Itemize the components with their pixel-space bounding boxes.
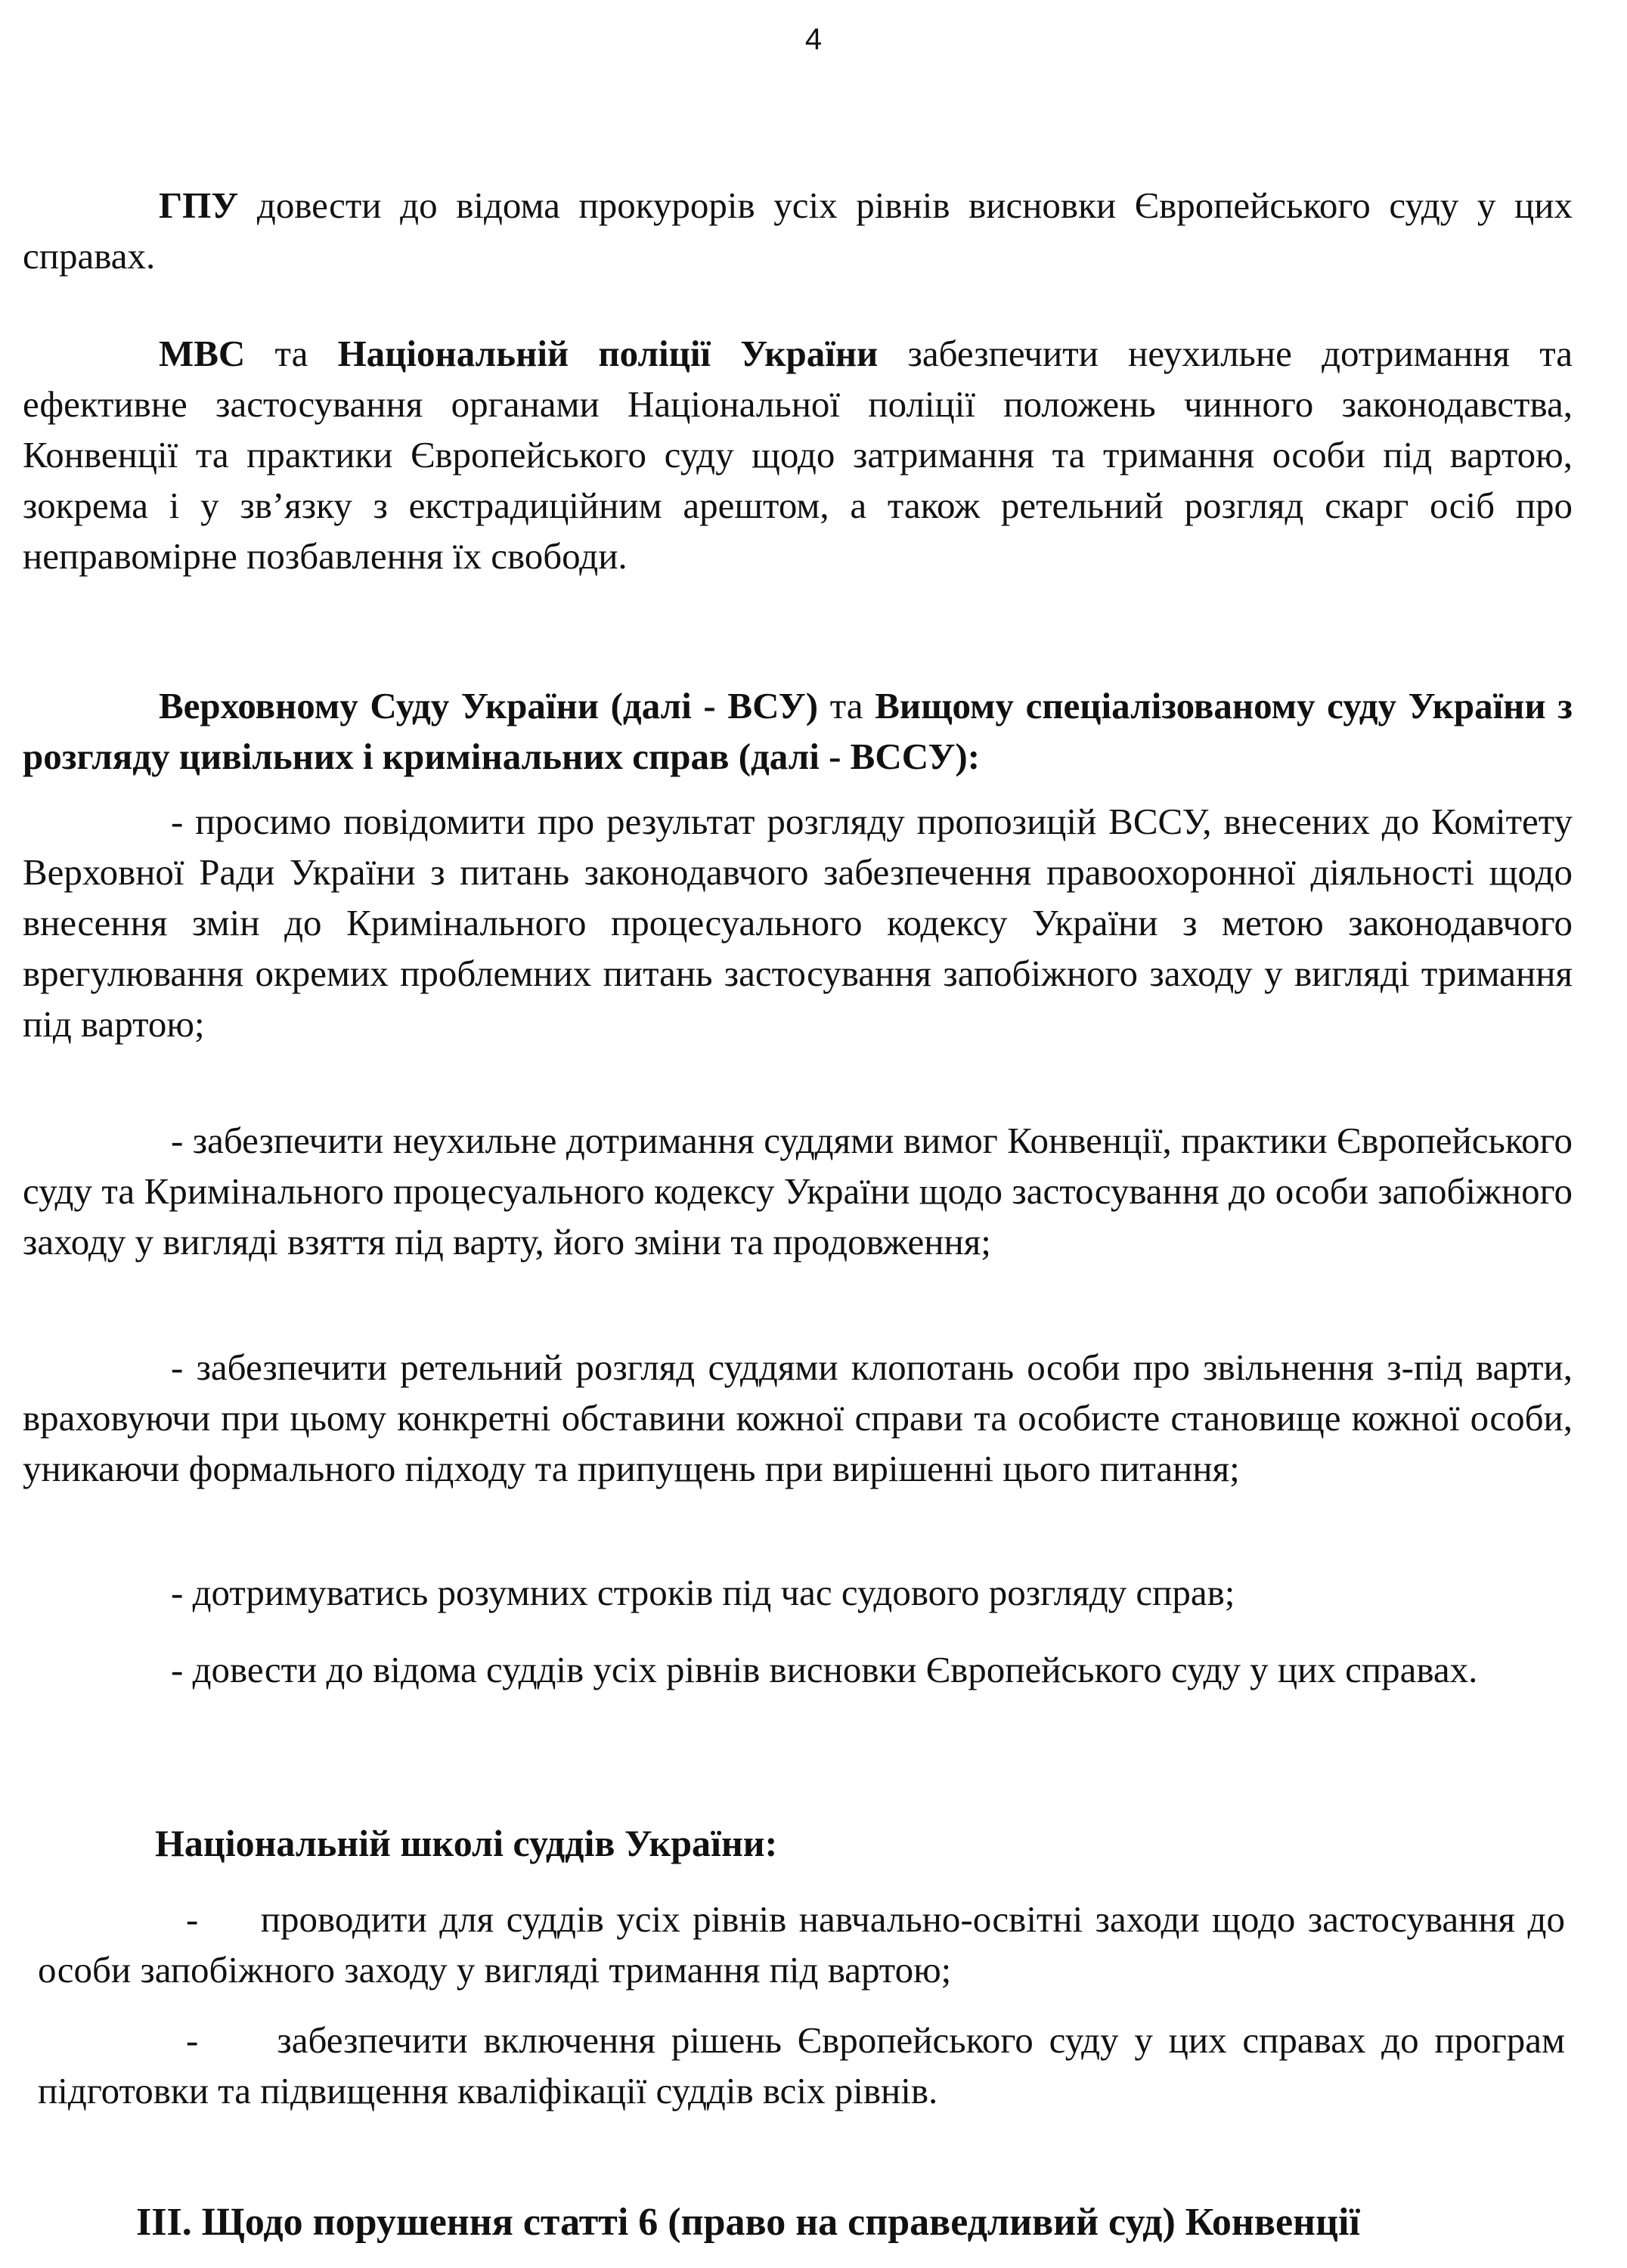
paragraph-mvs <box>23 328 1573 581</box>
gpu-text: довести до відома прокурорів усіх рівнів висновки Європейського суду у цих справах. <box>23 184 1573 277</box>
nshsu-list-item-2: - забезпечити включення рішень Європейського суду у цих справах до програм підготовки та підвищення кваліфікації суддів всіх рівнів. <box>38 2019 1575 2112</box>
vsu-connector: та <box>818 685 875 727</box>
vsu-list-item-5: - довести до відома суддів усіх рівнів висновки Європейського суду у цих справах. <box>171 1649 1478 1690</box>
nshsu-list-item-1: - проводити для суддів усіх рівнів навчально-освітні заходи щодо застосування до особи запобіжного заходу у вигляді тримання під вартою; <box>38 1898 1575 1991</box>
national-police-label: Національній поліції України <box>337 333 879 374</box>
paragraph-gpu <box>23 180 1573 281</box>
paragraph-vsu <box>23 680 1573 782</box>
vssu-label: Вищому спеціалізованому суду України з розгляду цивільних і кримінальних справ (далі - ВССУ): <box>23 685 1573 777</box>
vsu-list-item-3: - забезпечити ретельний розгляд суддями клопотань особи про звільнення з-під варти, враховуючи при цьому конкретні обставини кожної справи та особисте становище кожної особи, уникаючи формального підходу та припущень при вирішенні цього питання; <box>23 1346 1573 1489</box>
mvs-text: забезпечити неухильне дотримання та ефективне застосування органами Національної поліції положень чинного законодавства, Конвенції та практики Європейського суду щодо затримання та тримання особи під вартою, зокрема і у зв’язку з екстрадиційним арештом, а також ретельний розгляд скарг осіб про неправомірне позбавлення їх свободи. <box>23 333 1573 577</box>
vsu-list-item-2: - забезпечити неухильне дотримання суддями вимог Конвенції, практики Європейського суду та Кримінального процесуального кодексу України щодо застосування до особи запобіжного заходу у вигляді взяття під варту, його зміни та продовження; <box>23 1120 1573 1263</box>
vsu-list-item-4: - дотримуватись розумних строків під час судового розгляду справ; <box>171 1572 1235 1613</box>
page-number: 4 <box>804 23 823 56</box>
mvs-label: МВС <box>159 333 246 374</box>
nshsu-heading: Національній школі суддів України: <box>155 1822 778 1864</box>
vsu-label: Верховному Суду України (далі - ВСУ) <box>159 685 819 727</box>
mvs-connector: та <box>245 333 338 374</box>
vsu-list-item-1: - просимо повідомити про результат розгляду пропозицій ВССУ, внесених до Комітету Верховної Ради України з питань законодавчого забезпечення правоохоронної діяльності щодо внесення змін до Кримінального процесуального кодексу України з метою законодавчого врегулювання окремих проблемних питань застосування запобіжного заходу у вигляді тримання під вартою; <box>23 801 1573 1045</box>
gpu-label: ГПУ <box>159 184 239 226</box>
section-heading-3: ІІІ. Щодо порушення статті 6 (право на справедливий суд) Конвенції <box>136 2201 1360 2244</box>
